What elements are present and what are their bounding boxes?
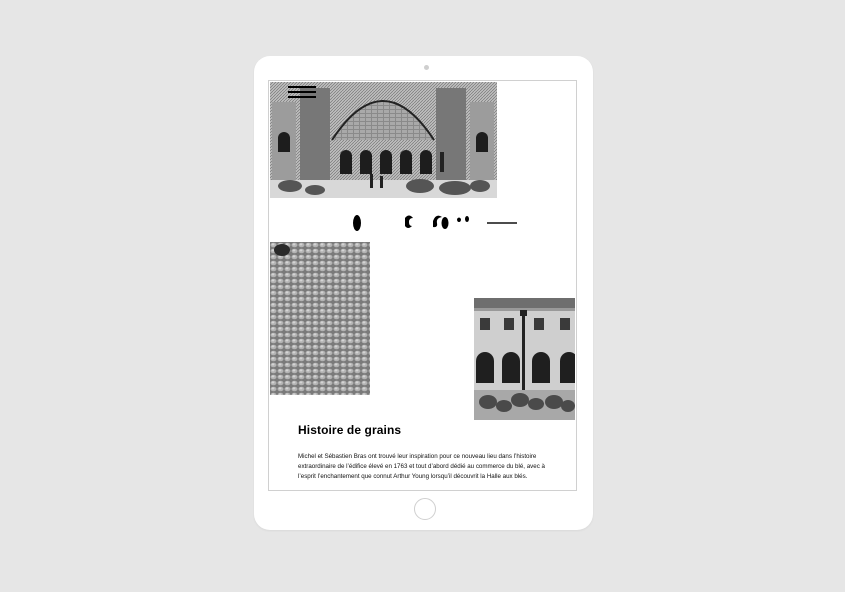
wheat-grain-image	[270, 242, 370, 395]
animated-logo	[349, 209, 519, 237]
article-body-text: Michel et Sébastien Bras ont trouvé leur inspiration pour ce nouveau lieu dans l’histoire extraordinaire de l’édifice élevé en 1763 et tout d’abord dédié au commerce du blé, avec à l’esprit l’enchantement que connut Arthur Young lorsqu’il découvrit la Halle aux blés.	[298, 453, 545, 480]
courtyard-photo-image	[474, 298, 575, 420]
tablet-screen	[269, 81, 576, 490]
camera-dot	[424, 65, 429, 70]
section-title: Histoire de grains	[298, 423, 402, 437]
hamburger-menu-icon[interactable]	[288, 84, 316, 100]
home-button[interactable]	[414, 498, 436, 520]
